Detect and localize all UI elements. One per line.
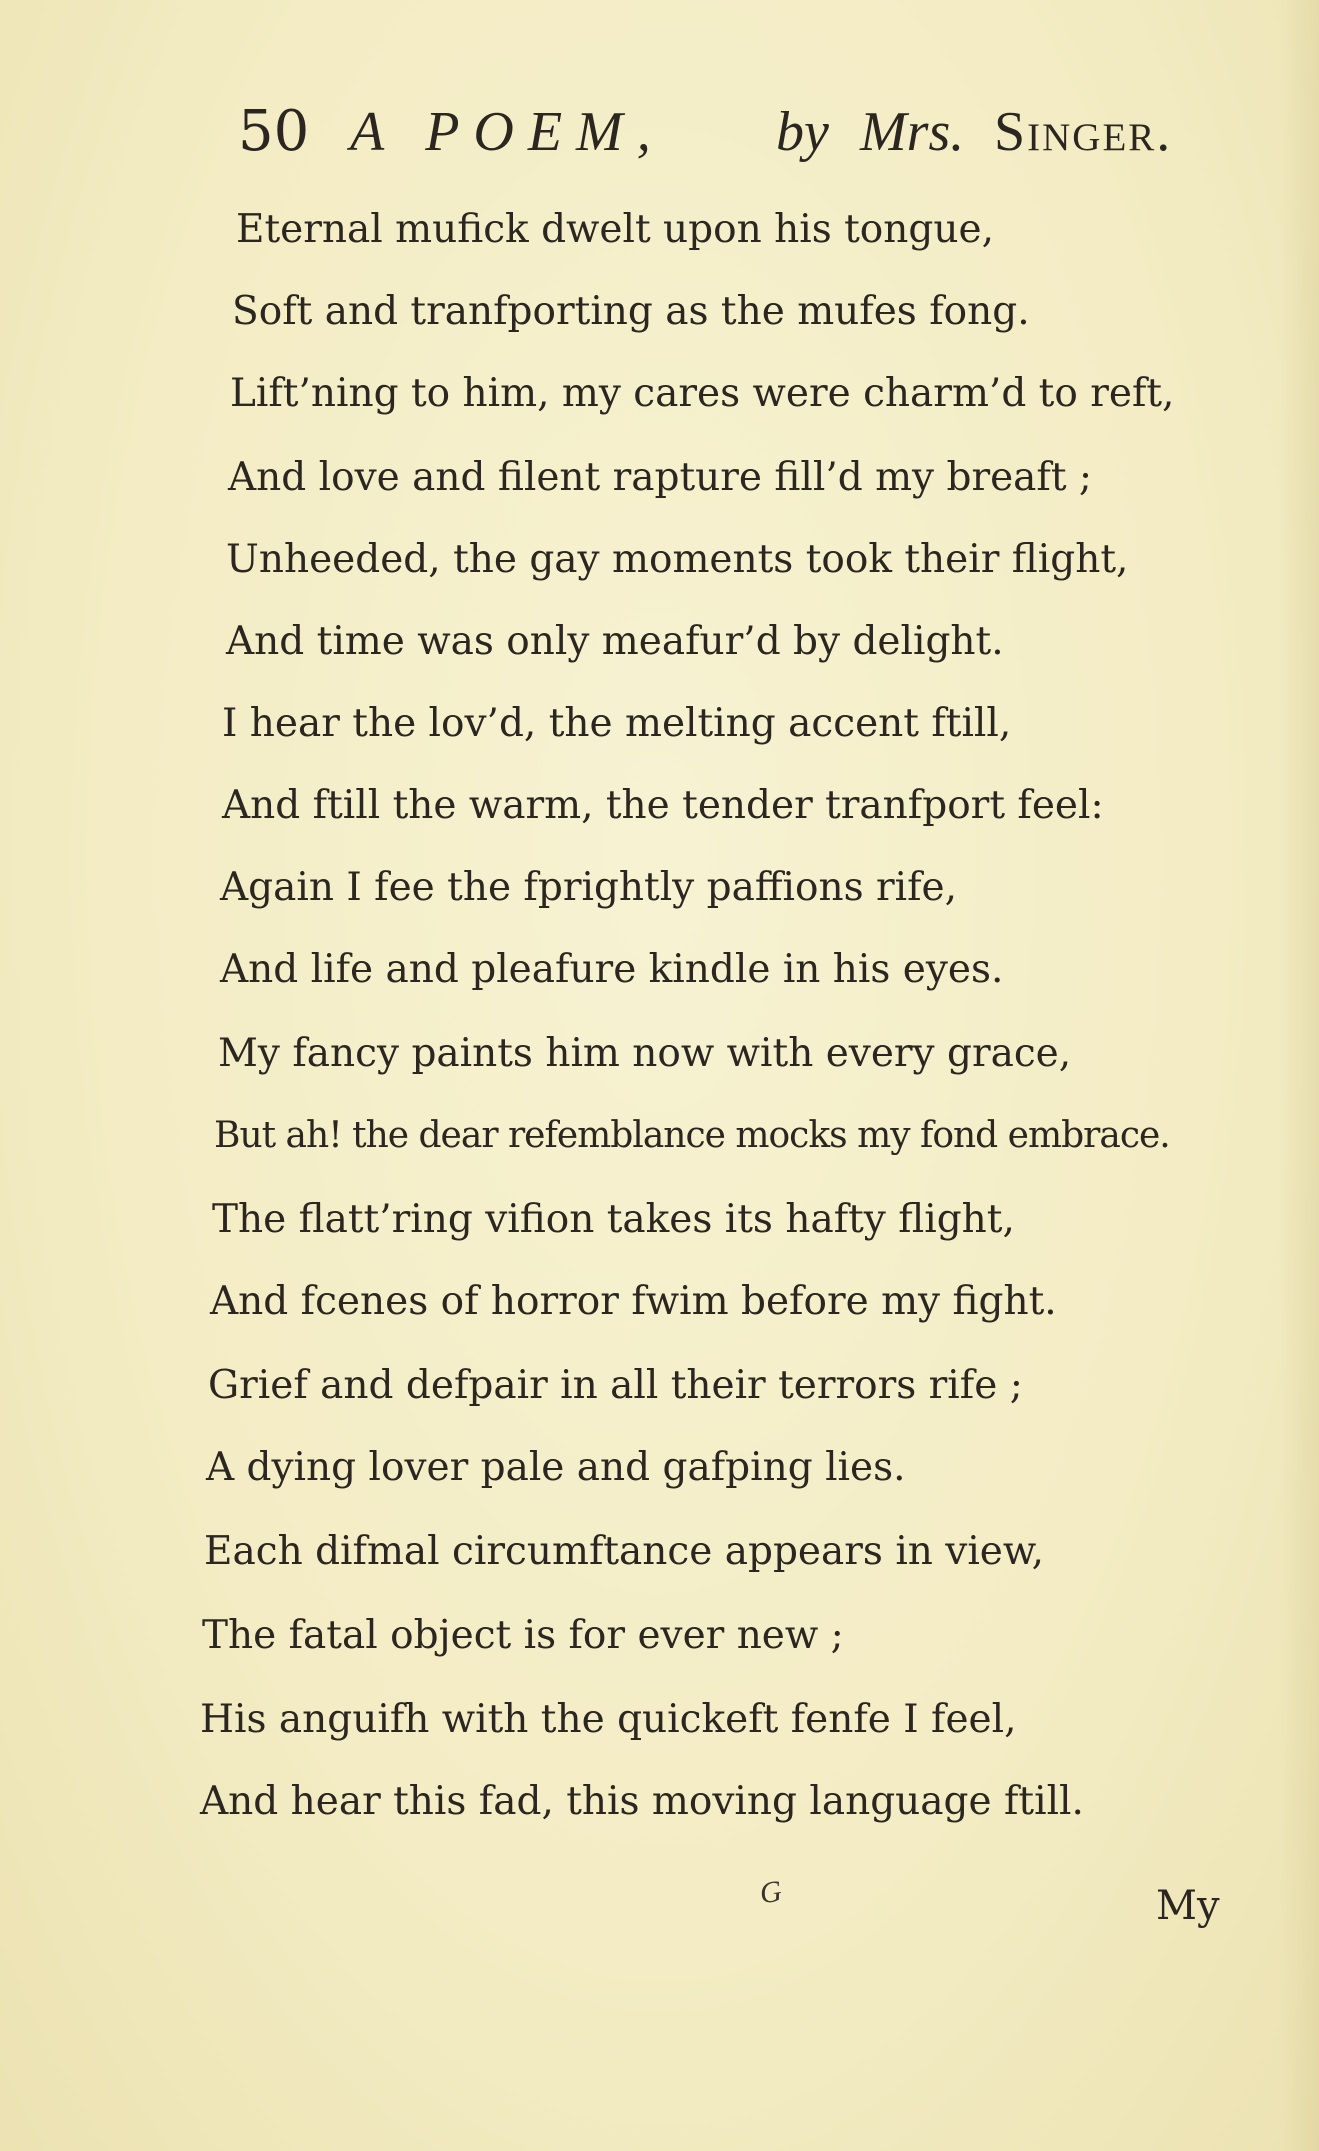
verse-line: Again I fee the fprightly paffions rife, bbox=[220, 865, 958, 910]
verse-line: I hear the lov’d, the melting accent ftill, bbox=[222, 701, 1012, 746]
signature-mark: G bbox=[757, 1874, 784, 1911]
catchword: My bbox=[1156, 1883, 1220, 1929]
header-author: Singer. bbox=[994, 101, 1173, 163]
verse-line: And fcenes of horror fwim before my fight. bbox=[210, 1279, 1057, 1324]
verse-line: And love and filent rapture fill’d my breaft ; bbox=[228, 455, 1093, 500]
verse-line: And time was only meafur’d by delight. bbox=[226, 619, 1004, 664]
verse-line: Grief and defpair in all their terrors rife ; bbox=[208, 1363, 1023, 1408]
verse-line: The flatt’ring vifion takes its hafty flight, bbox=[212, 1197, 1015, 1242]
verse-line: His anguifh with the quickeft fenfe I feel, bbox=[200, 1697, 1017, 1742]
verse-line: And life and pleafure kindle in his eyes. bbox=[220, 947, 1004, 992]
verse-line: And ftill the warm, the tender tranfport feel: bbox=[222, 783, 1104, 828]
verse-line: Each difmal circumftance appears in view, bbox=[204, 1529, 1045, 1574]
verse-line: The fatal object is for ever new ; bbox=[202, 1613, 844, 1658]
header-mrs: Mrs. bbox=[860, 101, 965, 163]
verse-line: But ah! the dear refemblance mocks my fond embrace. bbox=[214, 1115, 1170, 1156]
header-title: A POEM, bbox=[350, 101, 665, 163]
page-number: 50 bbox=[238, 99, 310, 164]
verse-line: Lift’ning to him, my cares were charm’d to reft, bbox=[230, 371, 1175, 416]
verse-line: A dying lover pale and gafping lies. bbox=[206, 1445, 906, 1490]
verse-line: Eternal mufick dwelt upon his tongue, bbox=[236, 207, 994, 252]
verse-line: Unheeded, the gay moments took their flight, bbox=[226, 537, 1129, 582]
verse-line: My fancy paints him now with every grace, bbox=[218, 1031, 1072, 1076]
verse-line: Soft and tranfporting as the mufes fong. bbox=[232, 289, 1030, 334]
verse-line: And hear this fad, this moving language ftill. bbox=[200, 1779, 1084, 1824]
header-by: by bbox=[776, 101, 829, 163]
